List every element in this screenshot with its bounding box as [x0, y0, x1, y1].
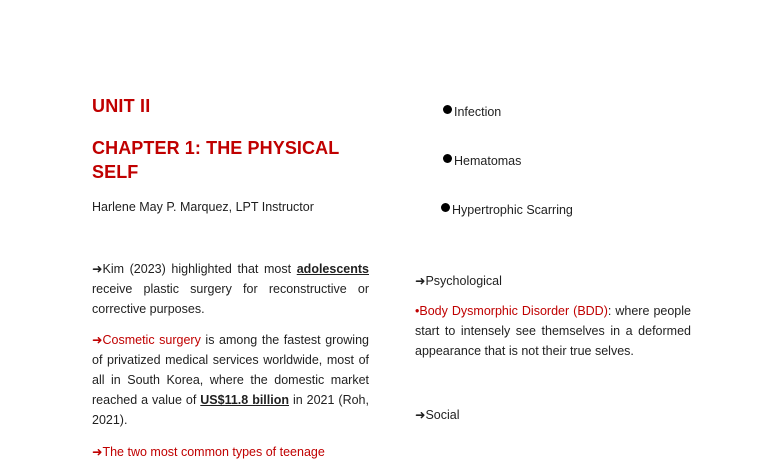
- paragraph-text: is among the fastest growing of privatized medical services worldwide, most of all in South Korea, where the domestic market reached a value of: [92, 333, 369, 407]
- list-item-label: Infection: [454, 105, 502, 119]
- unit-title: UNIT II: [92, 96, 151, 116]
- bullet-icon: [441, 203, 450, 212]
- arrow-icon: ➜: [92, 262, 103, 276]
- list-item-hypertrophic-scarring: [441, 200, 691, 220]
- emphasis-market-value: US$11.8 billion: [200, 392, 289, 407]
- paragraph-text: : where people start to intensely see themselves in a deformed appearance that is not their true selves.: [415, 304, 691, 358]
- highlight-cosmetic-surgery: ➜Cosmetic surgery: [92, 333, 201, 348]
- list-item-infection: [443, 102, 691, 122]
- paragraph-text: receive plastic surgery for reconstructive or corrective purposes.: [92, 281, 369, 316]
- paragraph-text: in 2021 (Roh, 2021).: [92, 392, 369, 427]
- chapter-title: CHAPTER 1: THE PHYSICAL SELF: [92, 138, 339, 182]
- emphasis-adolescents: adolescents: [296, 262, 369, 276]
- highlight-teenage-types: ➜The two most common types of teenage: [92, 445, 325, 460]
- paragraph-adolescents: [92, 260, 369, 319]
- heading-social: ➜Social: [415, 408, 460, 423]
- paragraph-text: Kim (2023) highlighted that most: [102, 262, 297, 276]
- right-column: [415, 100, 691, 424]
- highlight-bdd: •Body Dysmorphic Disorder (BDD): [415, 304, 608, 318]
- paragraph-bdd: [415, 302, 691, 361]
- list-item-label: Hematomas: [454, 154, 522, 168]
- list-item-label: Hypertrophic Scarring: [452, 203, 573, 217]
- bullet-icon: [443, 154, 452, 163]
- list-item-hematomas: [443, 151, 691, 171]
- bullet-icon: [443, 105, 452, 114]
- paragraph-cosmetic-surgery: [92, 331, 369, 430]
- heading-psychological: ➜Psychological: [415, 274, 502, 288]
- author-line: Harlene May P. Marquez, LPT Instructor: [92, 200, 314, 214]
- paragraph-teenage-types: [92, 443, 369, 463]
- left-column: [92, 94, 369, 463]
